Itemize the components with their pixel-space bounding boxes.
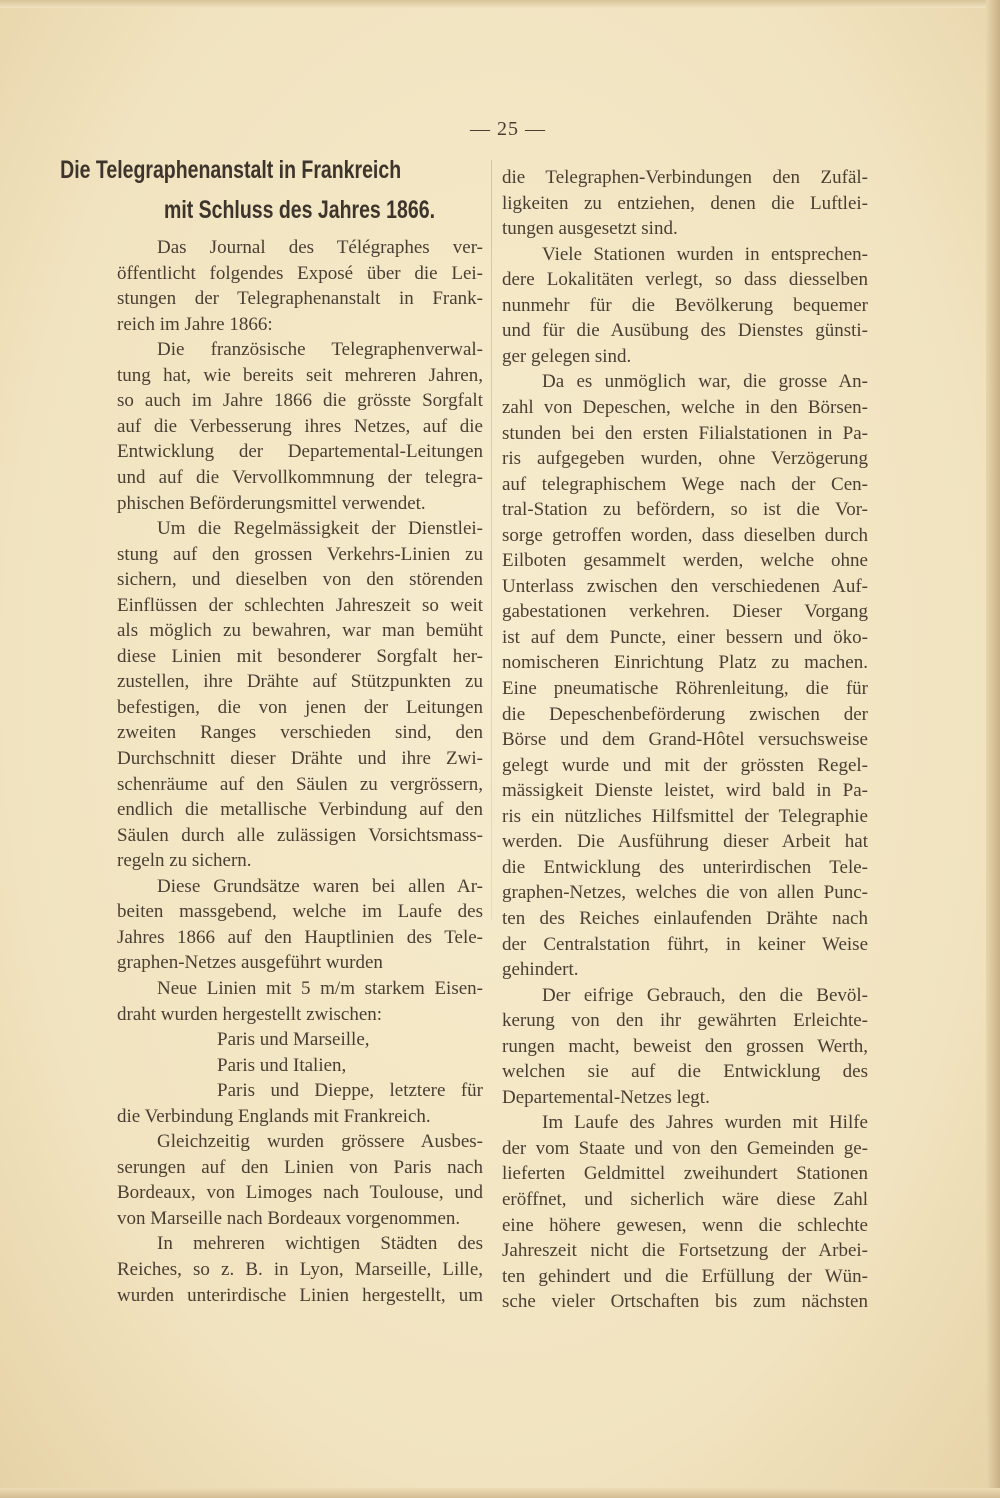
paragraph-line: lieferten Geldmittel zweihundert Stationen (502, 1163, 868, 1185)
paragraph-line: öffentlicht folgendes Exposé über die Lei- (117, 262, 483, 284)
paragraph-line: der vom Staate und von den Gemeinden ge- (502, 1137, 868, 1159)
paragraph-line: reich im Jahre 1866: (117, 313, 273, 335)
page-edge-bottom (0, 1488, 1000, 1498)
paragraph-line: gabestationen verkehren. Dieser Vorgang (502, 601, 868, 623)
page-edge-top (0, 0, 1000, 8)
paragraph-line: tral-Station zu befördern, so ist die Vor- (502, 499, 868, 521)
paragraph-line: Neue Linien mit 5 m/m starkem Eisen- (157, 977, 483, 999)
paragraph-line: nomischeren Einrichtung Platz zu machen. (502, 652, 868, 674)
paragraph-line: von Marseille nach Bordeaux vorgenommen. (117, 1207, 461, 1229)
paragraph-line: Diese Grundsätze waren bei allen Ar- (157, 875, 483, 897)
paragraph-line: Gleichzeitig wurden grössere Ausbes- (157, 1131, 483, 1153)
paragraph-line: befestigen, die von jenen der Leitungen (117, 696, 483, 718)
paragraph-line: die Verbindung Englands mit Frankreich. (117, 1105, 431, 1127)
paragraph-line: graphen-Netzes ausgeführt wurden (117, 952, 383, 974)
paragraph-line: welchen sie auf die Entwicklung des (502, 1061, 868, 1083)
paragraph-line: beiten massgebend, welche im Laufe des (117, 901, 483, 923)
paragraph-line: nunmehr für die Bevölkerung bequemer (502, 294, 868, 316)
paragraph-line: endlich die metallische Verbindung auf den (117, 799, 483, 821)
paragraph-line: Um die Regelmässigkeit der Dienstlei- (157, 518, 483, 540)
paragraph-line: Jahreszeit nicht die Fortsetzung der Arbei- (502, 1240, 868, 1262)
paragraph-line: sorge getroffen worden, dass dieselben durch (502, 524, 868, 546)
paragraph-line: Eilboten gesammelt werden, welche ohne (502, 550, 868, 572)
paragraph-line: die Entwicklung des unterirdischen Tele- (502, 856, 868, 878)
page-number: — 25 — (470, 118, 546, 140)
paragraph-line: gelegt wurde und mit der grössten Regel- (502, 754, 868, 776)
paragraph-line: ris ein nützliches Hilfsmittel der Telegraphie (502, 805, 868, 827)
paragraph-line: mässigkeit Dienste leistet, wird bald in Pa- (502, 780, 868, 802)
paragraph-line: stungen der Telegraphenanstalt in Frank- (117, 288, 483, 310)
paragraph-line: serungen auf den Linien von Paris nach (117, 1156, 483, 1178)
paragraph-line: ten des Reiches einlaufenden Drähte nach (502, 907, 868, 929)
paragraph-line: Departemental-Netzes legt. (502, 1086, 710, 1108)
paragraph-line: Reiches, so z. B. in Lyon, Marseille, Lille, (117, 1259, 483, 1280)
paragraph-line: graphen-Netzes, welches die von allen Punc- (502, 882, 868, 904)
paragraph-line: die Depeschenbeförderung zwischen der (502, 703, 868, 725)
paragraph-line: werden. Die Ausführung dieser Arbeit hat (502, 831, 868, 853)
paragraph-line: die Telegraphen-Verbindungen den Zufäl- (502, 167, 868, 188)
paragraph-line: Jahres 1866 auf den Hauptlinien des Tele- (117, 926, 483, 948)
paragraph-line: und für die Ausübung des Dienstes günsti- (502, 320, 868, 342)
paragraph-line: eine höhere gewesen, wenn die schlechte (502, 1214, 868, 1236)
paragraph-line: Einflüssen der schlechten Jahreszeit so weit (117, 594, 483, 616)
paragraph-line: dere Lokalitäten verlegt, so dass diesselben (502, 269, 868, 291)
paragraph-line: Börse und dem Grand-Hôtel versuchsweise (502, 729, 868, 751)
paragraph-line: diese Linien mit besonderer Sorgfalt her- (117, 645, 483, 667)
paragraph-line: Da es unmöglich war, die grosse An- (542, 371, 868, 393)
paragraph-line: Entwicklung der Departemental-Leitungen (117, 441, 483, 463)
paragraph-line: auf die Verbesserung ihres Netzes, auf die (117, 415, 483, 437)
paragraph-line: gehindert. (502, 959, 579, 981)
paragraph-line: so auch im Jahre 1866 die grösste Sorgfalt (117, 390, 483, 412)
paragraph-line: Säulen durch alle zulässigen Vorsichtsmass- (117, 824, 483, 846)
paragraph-line: Viele Stationen wurden in entsprechen- (542, 243, 868, 265)
paragraph-line: der Centralstation führt, in keiner Weise (502, 933, 868, 955)
paragraph-line: Bordeaux, von Limoges nach Toulouse, und (117, 1182, 483, 1204)
column-divider (491, 160, 492, 920)
paragraph-line: kerung von den ihr gewährten Erleichte- (502, 1010, 868, 1032)
paragraph-line: Der eifrige Gebrauch, den die Bevöl- (542, 984, 868, 1006)
paragraph-line: Unterlass zwischen den verschiedenen Auf- (502, 575, 868, 597)
paragraph-line: ist auf dem Puncte, einer bessern und öko- (502, 626, 868, 648)
paragraph-line: stung auf den grossen Verkehrs-Linien zu (117, 543, 483, 565)
paragraph-line: wurden unterirdische Linien hergestellt, um (117, 1284, 483, 1306)
paragraph-line: Im Laufe des Jahres wurden mit Hilfe (542, 1112, 868, 1134)
paragraph-line: draht wurden hergestellt zwischen: (117, 1003, 383, 1025)
paragraph-line: schenräume auf den Säulen zu vergrössern, (117, 773, 483, 795)
paragraph-line: ligkeiten zu entziehen, denen die Luftlei- (502, 192, 868, 214)
list-item-line: Paris und Italien, (217, 1054, 347, 1076)
paragraph-line: Eine pneumatische Röhrenleitung, die für (502, 678, 868, 699)
article-title-line-1: Die Telegraphenanstalt in Frankreich (60, 156, 402, 184)
paragraph-line: regeln zu sichern. (117, 850, 252, 872)
paragraph-line: eröffnet, und sicherlich wäre diese Zahl (502, 1189, 868, 1210)
article-title-line-2: mit Schluss des Jahres 1866. (163, 196, 435, 224)
paragraph-line: auf telegraphischem Wege nach der Cen- (502, 473, 868, 495)
paragraph-line: sche vieler Ortschaften bis zum nächsten (502, 1291, 868, 1313)
paragraph-line: zustellen, ihre Drähte auf Stützpunkten zu (117, 671, 483, 693)
paragraph-line: tung hat, wie bereits seit mehreren Jahren, (117, 364, 483, 386)
paragraph-line: Durchschnitt dieser Drähte und ihre Zwi- (117, 748, 483, 769)
paragraph-line: als möglich zu bewahren, war man bemüht (117, 620, 483, 642)
paragraph-line: ten gehindert und die Erfüllung der Wün- (502, 1265, 868, 1287)
paragraph-line: Die französische Telegraphenverwal- (157, 339, 483, 361)
paragraph-line: zahl von Depeschen, welche in den Börsen- (502, 396, 868, 418)
paragraph-line: ris aufgegeben wurden, ohne Verzögerung (502, 448, 868, 470)
paragraph-line: sichern, und dieselben von den störenden (117, 569, 483, 591)
list-item-line: Paris und Dieppe, letztere für (217, 1080, 483, 1102)
paragraph-line: zweiten Ranges verschieden sind, den (117, 722, 483, 744)
paragraph-line: ger gelegen sind. (502, 345, 632, 367)
paragraph-line: In mehreren wichtigen Städten des (157, 1233, 483, 1255)
page-edge-right (986, 0, 1000, 1498)
paragraph-line: rungen macht, beweist den grossen Werth, (502, 1035, 868, 1057)
paragraph-line: stunden bei den ersten Filialstationen in Pa- (502, 422, 868, 444)
paragraph-line: tungen ausgesetzt sind. (502, 218, 678, 240)
list-item-line: Paris und Marseille, (217, 1029, 370, 1051)
paragraph-line: Das Journal des Télégraphes ver- (157, 237, 483, 258)
paragraph-line: und auf die Vervollkommnung der telegra- (117, 466, 483, 488)
paragraph-line: phischen Beförderungsmittel verwendet. (117, 492, 426, 514)
